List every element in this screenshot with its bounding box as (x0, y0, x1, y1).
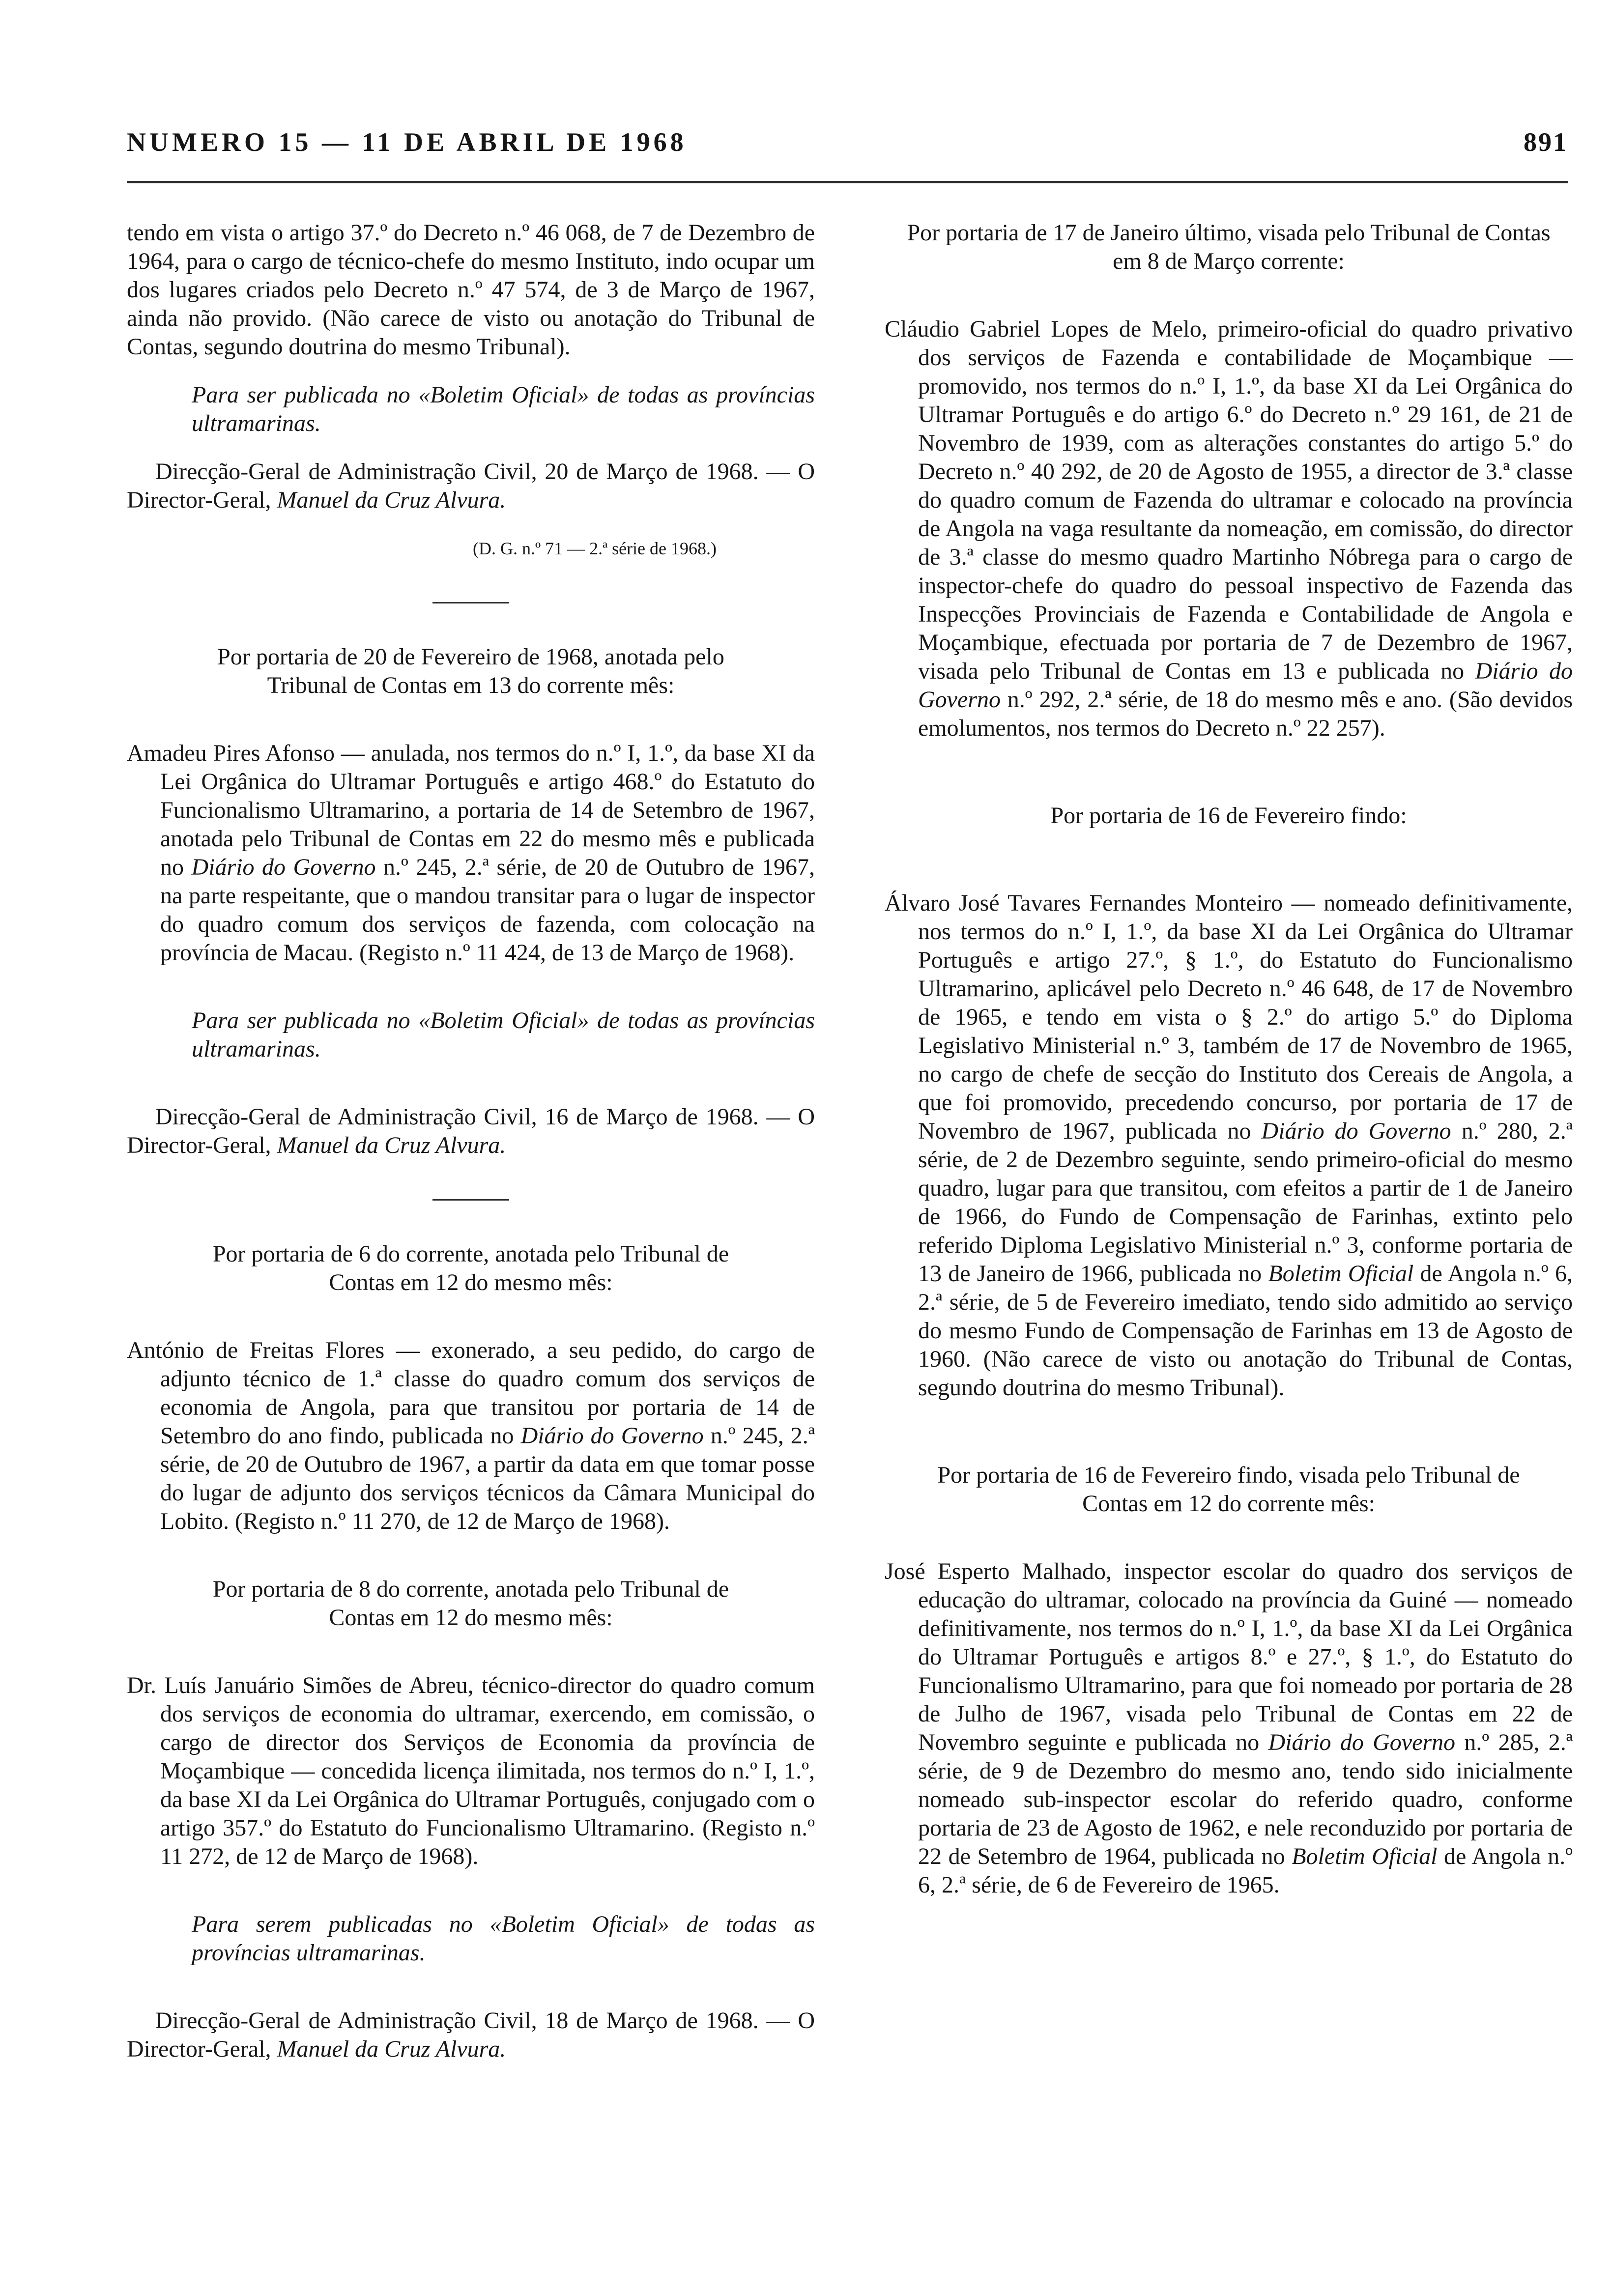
source-reference: (D. G. n.º 71 — 2.ª série de 1968.) (472, 539, 717, 558)
signature-block (127, 458, 815, 515)
portaria-entry: Amadeu Pires Afonso — anulada, nos termos do n.º I, 1.º, da base XI da Lei Orgânica do Ultramar Português e artigo 468.º do Estatuto do Funcionalismo Ultramarino, a portaria de 14 de Setembro de 1967, anotada pelo Tribunal de Contas em 22 do mesmo mês e publicada no Diário do Governo n.º 245, 2.ª série, de 20 de Outubro de 1967, na parte respeitante, que o mandou transitar para o lugar de inspector do quadro comum dos serviços de fazenda, com colocação na província de Macau. (Registo n.º 11 424, de 13 de Março de 1968). (127, 740, 815, 966)
signature-text: Direcção-Geral de Administração Civil, 16 de Março de 1968. — O Director-Geral, (127, 1104, 815, 1158)
issue-title: NUMERO 15 — 11 DE ABRIL DE 1968 (127, 127, 687, 157)
portaria-intro: Por portaria de 20 de Fevereiro de 1968, anotada pelo Tribunal de Contas em 13 do corrente mês: (217, 644, 724, 698)
publication-note: Para serem publicadas no «Boletim Oficial» de todas as províncias ultramarinas. (192, 1911, 815, 1966)
signature-text: Direcção-Geral de Administração Civil, 20 de Março de 1968. — O Director-Geral, (127, 459, 815, 513)
portaria-intro: Por portaria de 8 do corrente, anotada pelo Tribunal de Contas em 12 do mesmo mês: (212, 1576, 729, 1631)
publication-note: Para ser publicada no «Boletim Oficial» de todas as províncias ultramarinas. (192, 382, 815, 436)
portaria-entry: Dr. Luís Januário Simões de Abreu, técnico-director do quadro comum dos serviços de economia do ultramar, exercendo, em comissão, o cargo de director dos Serviços de Economia da província de Moçambique — concedida licença ilimitada, nos termos do n.º I, 1.º, da base XI da Lei Orgânica do Ultramar Português, conjugado com o artigo 357.º do Estatuto do Funcionalismo Ultramarino. (Registo n.º 11 272, de 12 de Março de 1968). (127, 1672, 815, 1869)
signature-block (127, 2007, 815, 2064)
header-rule (127, 181, 1568, 183)
signatory-name: Manuel da Cruz Alvura. (277, 2036, 506, 2062)
page-number: 891 (1524, 127, 1568, 157)
signature-block (127, 1103, 815, 1160)
paragraph-continuation: tendo em vista o artigo 37.º do Decreto n.º 46 068, de 7 de Dezembro de 1964, para o cargo de técnico-chefe do mesmo Instituto, indo ocupar um dos lugares criados pelo Decreto n.º 47 574, de 3 de Março de 1967, ainda não provido. (Não carece de visto ou anotação do Tribunal de Contas, segundo doutrina do mesmo Tribunal). (127, 220, 815, 360)
portaria-entry: Cláudio Gabriel Lopes de Melo, primeiro-oficial do quadro privativo dos serviços de Fazenda e contabilidade de Moçambique — promovido, nos termos do n.º I, 1.º, da base XI da Lei Orgânica do Ultramar Português e do artigo 6.º do Decreto n.º 29 161, de 21 de Novembro de 1939, com as alterações constantes do artigo 5.º do Decreto n.º 40 292, de 20 de Agosto de 1955, a director de 3.ª classe do quadro comum de Fazenda do ultramar e colocado na província de Angola na vaga resultante da nomeação, em comissão, do director de 3.ª classe do mesmo quadro Martinho Nóbrega para o cargo de inspector-chefe do quadro do pessoal inspectivo de Fazenda das Inspecções Provinciais de Fazenda e Contabilidade de Angola e Moçambique, efectuada por portaria de 7 de Dezembro de 1967, visada pelo Tribunal de Contas em 13 e publicada no Diário do Governo n.º 292, 2.ª série, de 18 do mesmo mês e ano. (São devidos emolumentos, nos termos do Decreto n.º 22 257). (885, 316, 1573, 741)
portaria-entry: António de Freitas Flores — exonerado, a seu pedido, do cargo de adjunto técnico de 1.ª classe do quadro comum dos serviços de economia de Angola, para que transitou por portaria de 14 de Setembro do ano findo, publicada no Diário do Governo n.º 245, 2.ª série, de 20 de Outubro de 1967, a partir da data em que tomar posse do lugar de adjunto dos serviços técnicos da Câmara Municipal do Lobito. (Registo n.º 11 270, de 12 de Março de 1968). (127, 1337, 815, 1534)
portaria-entry: José Esperto Malhado, inspector escolar do quadro dos serviços de educação do ultramar, colocado na província da Guiné — nomeado definitivamente, nos termos do n.º I, 1.º, da base XI da Lei Orgânica do Ultramar Português e artigos 8.º e 27.º, § 1.º, do Estatuto do Funcionalismo Ultramarino, para que foi nomeado por portaria de 28 de Julho de 1967, visada pelo Tribunal de Contas em 22 de Novembro seguinte e publicada no Diário do Governo n.º 285, 2.ª série, de 9 de Dezembro do mesmo ano, tendo sido inicialmente nomeado sub-inspector escolar do referido quadro, conforme portaria de 23 de Agosto de 1962, e nele reconduzido por portaria de 22 de Setembro de 1964, publicada no Boletim Oficial de Angola n.º 6, 2.ª série, de 6 de Fevereiro de 1965. (885, 1558, 1573, 1898)
page-header (127, 127, 1568, 166)
signature-text: Direcção-Geral de Administração Civil, 18 de Março de 1968. — O Director-Geral, (127, 2008, 815, 2062)
portaria-intro: Por portaria de 16 de Fevereiro findo, visada pelo Tribunal de Contas em 12 do corrente mês: (937, 1462, 1520, 1517)
publication-note: Para ser publicada no «Boletim Oficial» de todas as províncias ultramarinas. (192, 1007, 815, 1062)
left-column (127, 219, 815, 2064)
signatory-name: Manuel da Cruz Alvura. (277, 487, 506, 513)
signatory-name: Manuel da Cruz Alvura. (277, 1132, 506, 1158)
portaria-intro: Por portaria de 17 de Janeiro último, visada pelo Tribunal de Contas em 8 de Março corrente: (907, 220, 1551, 274)
portaria-intro: Por portaria de 16 de Fevereiro findo: (1050, 803, 1407, 829)
portaria-intro: Por portaria de 6 do corrente, anotada pelo Tribunal de Contas em 12 do mesmo mês: (212, 1241, 729, 1295)
portaria-entry: Álvaro José Tavares Fernandes Monteiro — nomeado definitivamente, nos termos do n.º I, 1.º, da base XI da Lei Orgânica do Ultramar Português e artigo 27.º, § 1.º, do Estatuto do Funcionalismo Ultramarino, aplicável pelo Decreto n.º 46 648, de 17 de Novembro de 1965, e tendo em vista o § 2.º do artigo 5.º do Diploma Legislativo Ministerial n.º 3, também de 17 de Novembro de 1965, no cargo de chefe de secção do Instituto dos Cereais de Angola, a que foi promovido, precedendo concurso, por portaria de 17 de Novembro de 1967, publicada no Diário do Governo n.º 280, 2.ª série, de 2 de Dezembro seguinte, sendo primeiro-oficial do mesmo quadro, lugar para que transitou, com efeitos a partir de 1 de Janeiro de 1966, do Fundo de Compensação de Farinhas, extinto pelo referido Diploma Legislativo Ministerial n.º 3, conforme portaria de 13 de Janeiro de 1966, publicada no Boletim Oficial de Angola n.º 6, 2.ª série, de 5 de Fevereiro imediato, tendo sido admitido ao serviço do mesmo Fundo de Compensação de Farinhas em 13 de Agosto de 1960. (Não carece de visto ou anotação do Tribunal de Contas, segundo doutrina do mesmo Tribunal). (885, 890, 1573, 1401)
right-column (885, 219, 1573, 1899)
